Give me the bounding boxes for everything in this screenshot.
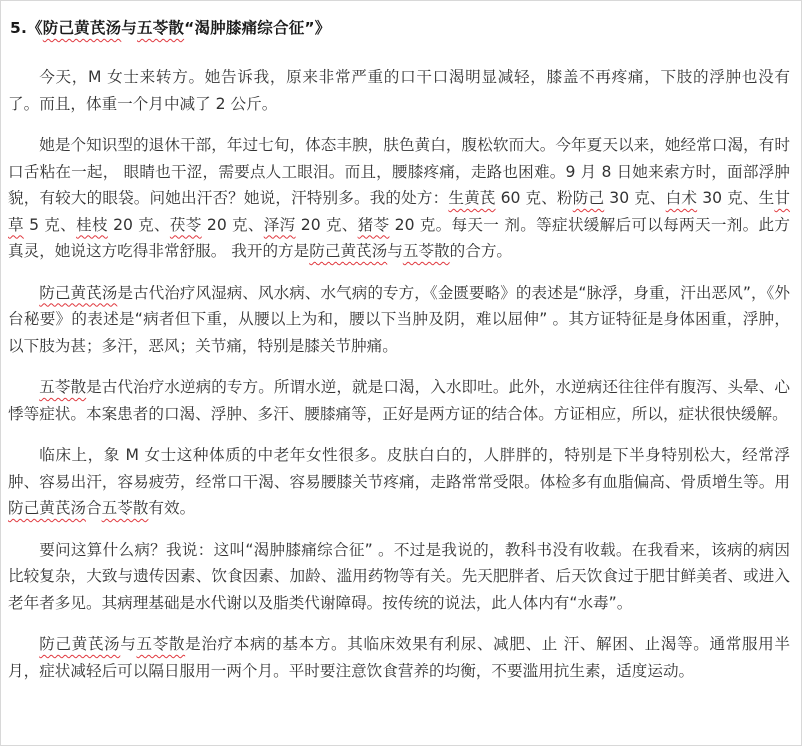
p7-text: 是治疗本病的基本方。其临床效果有利尿、减肥、止 汗、解困、止渴等。通常服用半月，症状减轻后可以隔日服用一两个月。平时要注意饮食营养的均衡，不要滥用抗生素，适度运动。 xyxy=(8,635,790,680)
formula-wuling: 五苓散 xyxy=(136,635,186,653)
formula-wuling: 五苓散 xyxy=(402,242,450,260)
title-number: 5. xyxy=(10,19,28,37)
p3-text: 是古代治疗风湿病、风水病、水气病的专方，《金匮要略》的表述是“脉浮，身重，汗出恶风”，《外台秘要》的表述是“病者但下重，从腰以上为和，腰以下当肿及阴，难以屈伸” 。其方证特征是身体困重，浮肿，以下肢为甚；多汗，恶风；关节痛，特别是膝关节肿痛。 xyxy=(8,283,790,355)
p2-text: 5 克、 xyxy=(23,215,77,234)
p2-text: 与 xyxy=(387,242,403,260)
p2-text: 的合方。 xyxy=(449,242,513,260)
formula-fangji-huangqi: 防己黄芪汤 xyxy=(309,242,388,260)
formula-fangji-huangqi: 防己黄芪汤 xyxy=(39,283,118,302)
formula-fangji-huangqi: 防己黄芪汤 xyxy=(8,499,86,517)
p7-text: 与 xyxy=(120,635,137,653)
p2-text: 20 克、 xyxy=(201,215,264,234)
paragraph-7 xyxy=(8,631,790,684)
formula-wuling: 五苓散 xyxy=(101,499,149,517)
p2-text: 20 克、 xyxy=(107,215,170,234)
p2-text: 30 克、 xyxy=(604,189,666,207)
herb-zhuling: 猪苓 xyxy=(357,215,390,234)
article-title xyxy=(10,16,330,38)
p2-text: 60 克、粉 xyxy=(495,189,573,207)
herb-gancao: 甘草 xyxy=(8,189,790,234)
article-body xyxy=(8,64,790,699)
herb-fangji: 防己 xyxy=(572,189,605,207)
title-herb-wuling: 五苓散 xyxy=(137,19,185,37)
paragraph-5 xyxy=(8,442,790,522)
paragraph-6: 要问这算什么病？我说：这叫“渴肿膝痛综合征” 。不过是我说的，教科书没有收载。在我看来，该病的病因比较复杂，大致与遗传因素、饮食因素、加龄、滥用药物等有关。先天肥胖者、后天饮食过于肥甘鲜美者、或进入老年者多见。其病理基础是水代谢以及脂类代谢障碍。按传统的说法，此人体内有“水毒”。 xyxy=(8,540,790,612)
herb-guizhi: 桂枝 xyxy=(76,215,108,234)
p5-text: 临床上，象 M 女士这种体质的中老年女性很多。皮肤白白的，人胖胖的，特别是下半身特别松大，经常浮肿、容易出汗，容易疲劳，经常口干渴、容易腰膝关节疼痛，走路常常受限。体检多有血脂偏高、骨质增生等。用 xyxy=(8,446,790,491)
paragraph-2 xyxy=(8,132,790,265)
paragraph-4 xyxy=(8,374,790,427)
formula-wuling: 五苓散 xyxy=(39,378,87,396)
title-open-bracket: 《 xyxy=(27,19,43,37)
title-quote: “渴肿膝痛综合征”》 xyxy=(184,19,331,37)
p2-text: 她是个知识型的退休干部，年过七旬，体态丰腴，肤色黄白，腹松软而大。今年夏天以来，她经常口渴，有时口舌粘在一起， 眼睛也干涩，需要点人工眼泪。而且，腰膝疼痛，走路也困难。9 月 8 日她来索方时，面部浮肿貌，有较大的眼袋。问她出汗否？她说，汗特别多。我的处方： xyxy=(8,136,790,207)
p5-text: 有效。 xyxy=(148,499,196,517)
formula-fangji-huangqi: 防己黄芪汤 xyxy=(39,635,121,653)
p5-text: 合 xyxy=(85,499,102,517)
herb-fuling: 茯苓 xyxy=(169,215,202,234)
p4-text: 是古代治疗水逆病的专方。所谓水逆，就是口渴，入水即吐。此外，水逆病还往往伴有腹泻、头晕、心悸等症状。本案患者的口渴、浮肿、多汗、腰膝痛等，正好是两方证的结合体。方证相应，所以，症状很快缓解。 xyxy=(8,378,790,423)
p2-text: 20 克。每天一 剂。等症状缓解后可以每两天一剂。此方真灵，她说这方吃得非常舒服。 我开的方是 xyxy=(8,215,790,260)
paragraph-1: 今天，M 女士来转方。她告诉我，原来非常严重的口干口渴明显减轻，膝盖不再疼痛，下肢的浮肿也没有了。而且，体重一个月中减了 2 公斤。 xyxy=(8,68,790,113)
paragraph-3 xyxy=(8,280,790,360)
herb-huangqi: 生黄芪 xyxy=(448,189,496,207)
p2-text: 20 克、 xyxy=(295,215,358,234)
title-herb-fangji: 防己黄芪汤 xyxy=(42,19,122,37)
p2-text: 30 克、生 xyxy=(697,189,775,207)
title-conj: 与 xyxy=(121,19,137,37)
herb-zexie: 泽泻 xyxy=(263,215,296,234)
herb-baizhu: 白术 xyxy=(665,189,698,207)
